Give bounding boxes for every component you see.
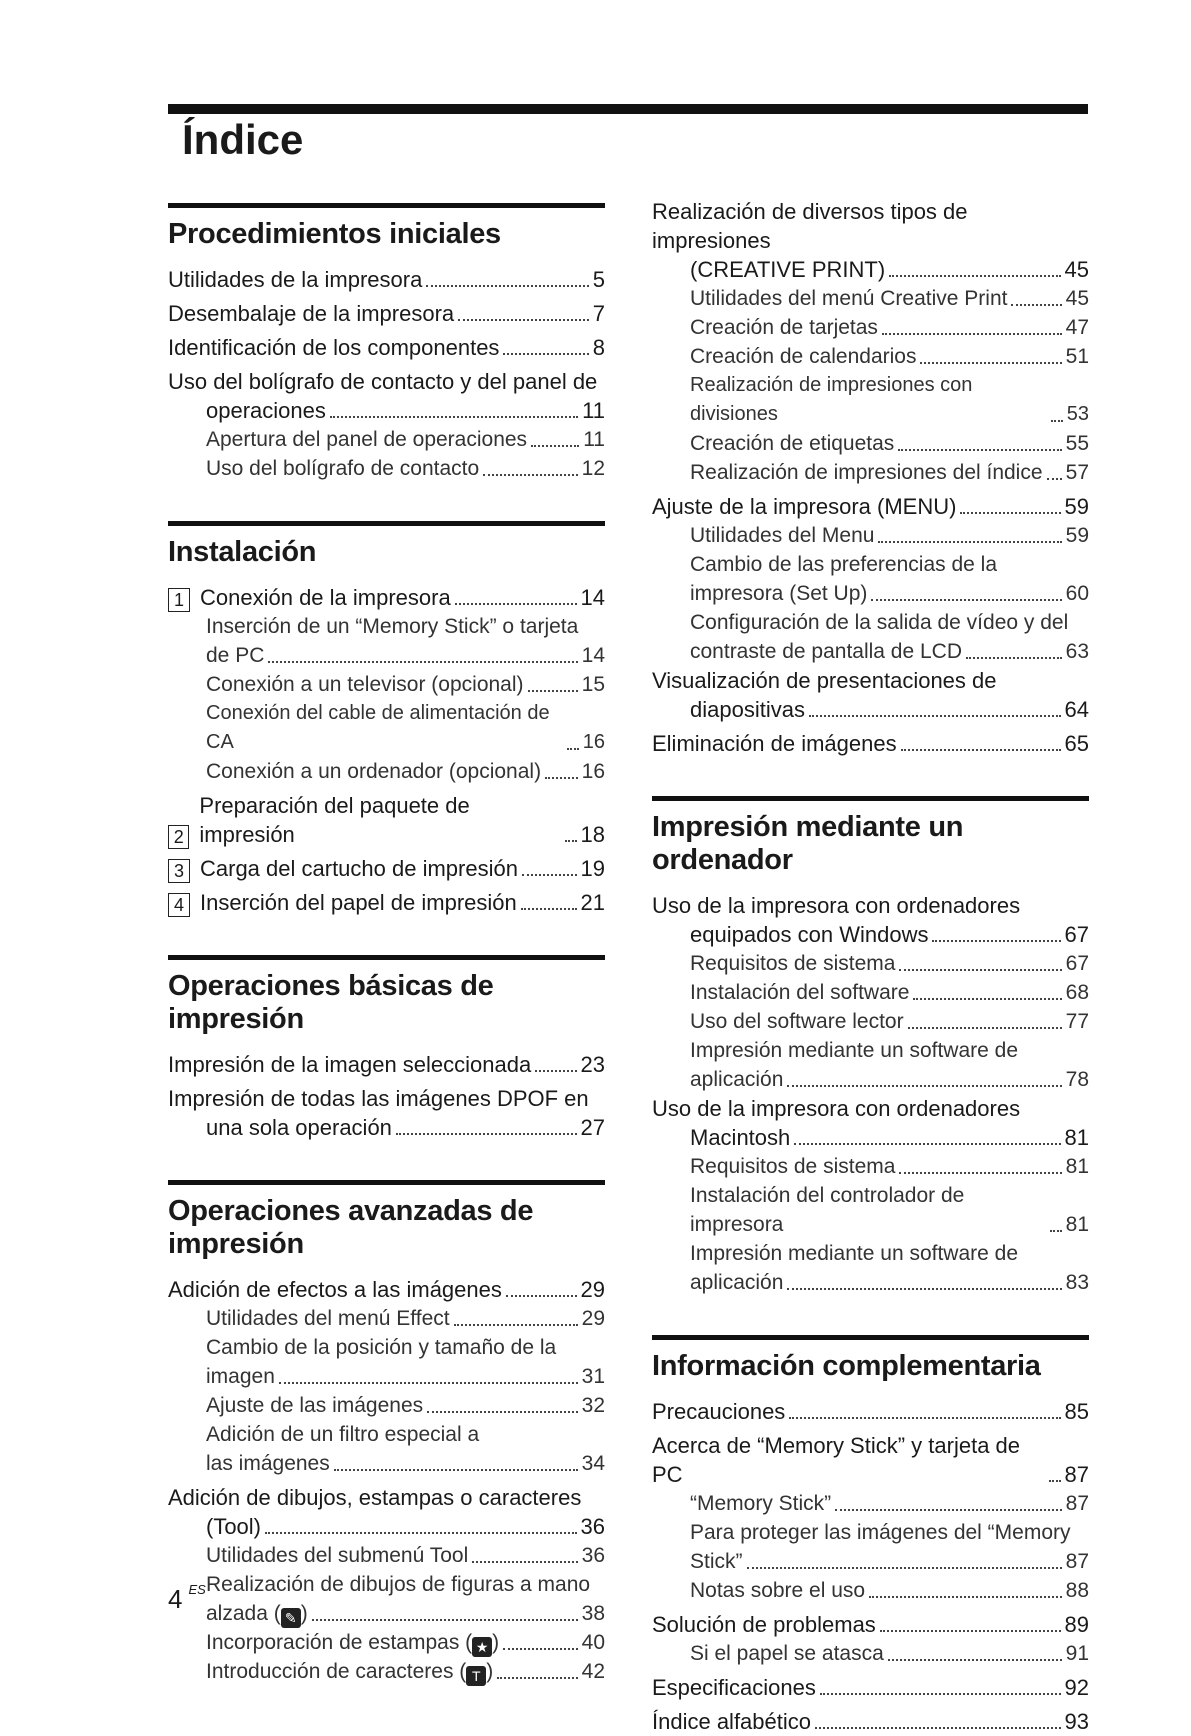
section-rule: [168, 1180, 605, 1185]
language-code: ES: [188, 1582, 206, 1597]
toc-entry[interactable]: Impresión de todas las imágenes DPOF en una sola operación 27: [168, 1086, 605, 1140]
step-number: 2: [168, 825, 189, 849]
section-creative-print: [652, 197, 1089, 758]
toc-subentry[interactable]: Utilidades del menú Effect 29: [206, 1307, 605, 1330]
toc-entry[interactable]: Solución de problemas 89: [652, 1612, 1089, 1637]
toc-entry[interactable]: Eliminación de imágenes 65: [652, 731, 1089, 756]
star-stamp-icon: ★: [472, 1637, 492, 1657]
step-number: 1: [168, 588, 190, 612]
toc-subentry[interactable]: Ajuste de las imágenes 32: [206, 1394, 605, 1417]
section-title: Operaciones básicas de impresión: [168, 970, 494, 1035]
section-impresion-ordenador: [652, 796, 1089, 1297]
section-procedimientos: [168, 203, 605, 483]
toc-entry[interactable]: Precauciones 85: [652, 1399, 1089, 1424]
toc-entry[interactable]: Adición de dibujos, estampas o caracteres (Tool) 36: [168, 1485, 605, 1539]
section-operaciones-avanzadas: [168, 1180, 605, 1686]
section-instalacion: [168, 521, 605, 917]
toc-subentry[interactable]: Realización de impresiones con divisiones 53: [690, 374, 1089, 425]
toc-entry[interactable]: 1 Conexión de la impresora 14: [168, 583, 605, 612]
toc-entry[interactable]: Uso de la impresora con ordenadores Macintosh 81: [652, 1096, 1089, 1150]
toc-entry[interactable]: Acerca de “Memory Stick” y tarjeta de PC 87: [652, 1433, 1089, 1487]
section-title: Información complementaria: [652, 1350, 1041, 1382]
toc-subentry[interactable]: Instalación del controlador de impresora 81: [690, 1184, 1089, 1236]
toc-subentry[interactable]: Si el papel se atasca 91: [690, 1642, 1089, 1665]
toc-subentry[interactable]: Utilidades del Menu 59: [690, 524, 1089, 547]
toc-subentry[interactable]: Utilidades del submenú Tool 36: [206, 1544, 605, 1567]
section-title: Instalación: [168, 536, 317, 568]
toc-subentry[interactable]: Conexión a un televisor (opcional) 15: [206, 673, 605, 696]
section-title: Impresión mediante un ordenador: [652, 811, 964, 876]
toc-subentry[interactable]: Conexión a un ordenador (opcional) 16: [206, 760, 605, 783]
toc-right-column: [652, 197, 1089, 1736]
toc-entry[interactable]: Utilidades de la impresora 5: [168, 267, 605, 292]
section-rule: [652, 796, 1089, 801]
toc-subentry[interactable]: Utilidades del menú Creative Print 45: [690, 287, 1089, 310]
section-rule: [168, 955, 605, 960]
page-footer: [168, 1582, 206, 1615]
section-informacion-complementaria: [652, 1335, 1089, 1736]
toc-entry[interactable]: Realización de diversos tipos de impresiones (CREATIVE PRINT) 45: [652, 199, 1089, 282]
toc-subentry[interactable]: Incorporación de estampas ( ★ ) 40: [206, 1631, 605, 1655]
toc-entry[interactable]: Desembalaje de la impresora 7: [168, 301, 605, 326]
toc-subentry[interactable]: Requisitos de sistema 67: [690, 952, 1089, 975]
toc-subentry[interactable]: Cambio de la posición y tamaño de la imagen 31: [206, 1336, 605, 1388]
toc-entry[interactable]: 2 Preparación del paquete de impresión 18: [168, 791, 605, 849]
section-rule: [652, 1335, 1089, 1340]
toc-subentry[interactable]: “Memory Stick” 87: [690, 1492, 1089, 1515]
toc-subentry[interactable]: Realización de impresiones del índice 57: [690, 461, 1089, 484]
toc-entry[interactable]: 4 Inserción del papel de impresión 21: [168, 888, 605, 917]
toc-subentry[interactable]: Introducción de caracteres ( T ) 42: [206, 1660, 605, 1684]
toc-subentry[interactable]: Uso del bolígrafo de contacto 12: [206, 457, 605, 480]
toc-subentry[interactable]: Para proteger las imágenes del “Memory Stick” 87: [690, 1521, 1089, 1573]
toc-subentry[interactable]: Creación de calendarios 51: [690, 345, 1089, 368]
toc-subentry[interactable]: Uso del software lector 77: [690, 1010, 1089, 1033]
toc-subentry[interactable]: Adición de un filtro especial a las imágenes 34: [206, 1423, 605, 1475]
toc-subentry[interactable]: Inserción de un “Memory Stick” o tarjeta de PC 14: [206, 615, 605, 667]
toc-subentry[interactable]: Creación de etiquetas 55: [690, 432, 1089, 455]
pencil-icon: ✎: [281, 1608, 301, 1628]
section-title: Procedimientos iniciales: [168, 218, 501, 250]
step-number: 4: [168, 893, 190, 917]
toc-entry[interactable]: Identificación de los componentes 8: [168, 335, 605, 360]
toc-entry[interactable]: Especificaciones 92: [652, 1675, 1089, 1700]
page-number: 4: [168, 1584, 183, 1614]
toc-entry[interactable]: Visualización de presentaciones de diapositivas 64: [652, 668, 1089, 722]
text-tool-icon: T: [466, 1666, 486, 1686]
toc-subentry[interactable]: Requisitos de sistema 81: [690, 1155, 1089, 1178]
section-rule: [168, 521, 605, 526]
section-operaciones-basicas: [168, 955, 605, 1142]
toc-entry[interactable]: Adición de efectos a las imágenes 29: [168, 1277, 605, 1302]
page-title: Índice: [182, 116, 304, 163]
toc-subentry[interactable]: Impresión mediante un software de aplicación 78: [690, 1039, 1089, 1091]
toc-entry[interactable]: 3 Carga del cartucho de impresión 19: [168, 854, 605, 883]
toc-subentry[interactable]: Cambio de las preferencias de la impresora (Set Up) 60: [690, 553, 1089, 605]
toc-entry[interactable]: Uso del bolígrafo de contacto y del panel de operaciones 11: [168, 369, 605, 423]
toc-subentry[interactable]: Notas sobre el uso 88: [690, 1579, 1089, 1602]
section-title: Operaciones avanzadas de impresión: [168, 1195, 534, 1260]
toc-subentry[interactable]: Configuración de la salida de vídeo y del contraste de pantalla de LCD 63: [690, 611, 1089, 663]
toc-entry[interactable]: Impresión de la imagen seleccionada 23: [168, 1052, 605, 1077]
toc-subentry[interactable]: Instalación del software 68: [690, 981, 1089, 1004]
toc-subentry[interactable]: Realización de dibujos de figuras a mano alzada ( ✎ ) 38: [206, 1573, 605, 1626]
title-rule: [168, 104, 1088, 114]
toc-entry[interactable]: Índice alfabético 93: [652, 1709, 1089, 1734]
toc-subentry[interactable]: Creación de tarjetas 47: [690, 316, 1089, 339]
toc-subentry[interactable]: Conexión del cable de alimentación de CA 16: [206, 702, 605, 753]
section-rule: [168, 203, 605, 208]
toc-left-column: [168, 203, 605, 1686]
toc-entry[interactable]: Uso de la impresora con ordenadores equipados con Windows 67: [652, 893, 1089, 947]
toc-subentry[interactable]: Impresión mediante un software de aplicación 83: [690, 1242, 1089, 1294]
toc-entry[interactable]: Ajuste de la impresora (MENU) 59: [652, 494, 1089, 519]
step-number: 3: [168, 859, 190, 883]
toc-subentry[interactable]: Apertura del panel de operaciones 11: [206, 428, 605, 451]
